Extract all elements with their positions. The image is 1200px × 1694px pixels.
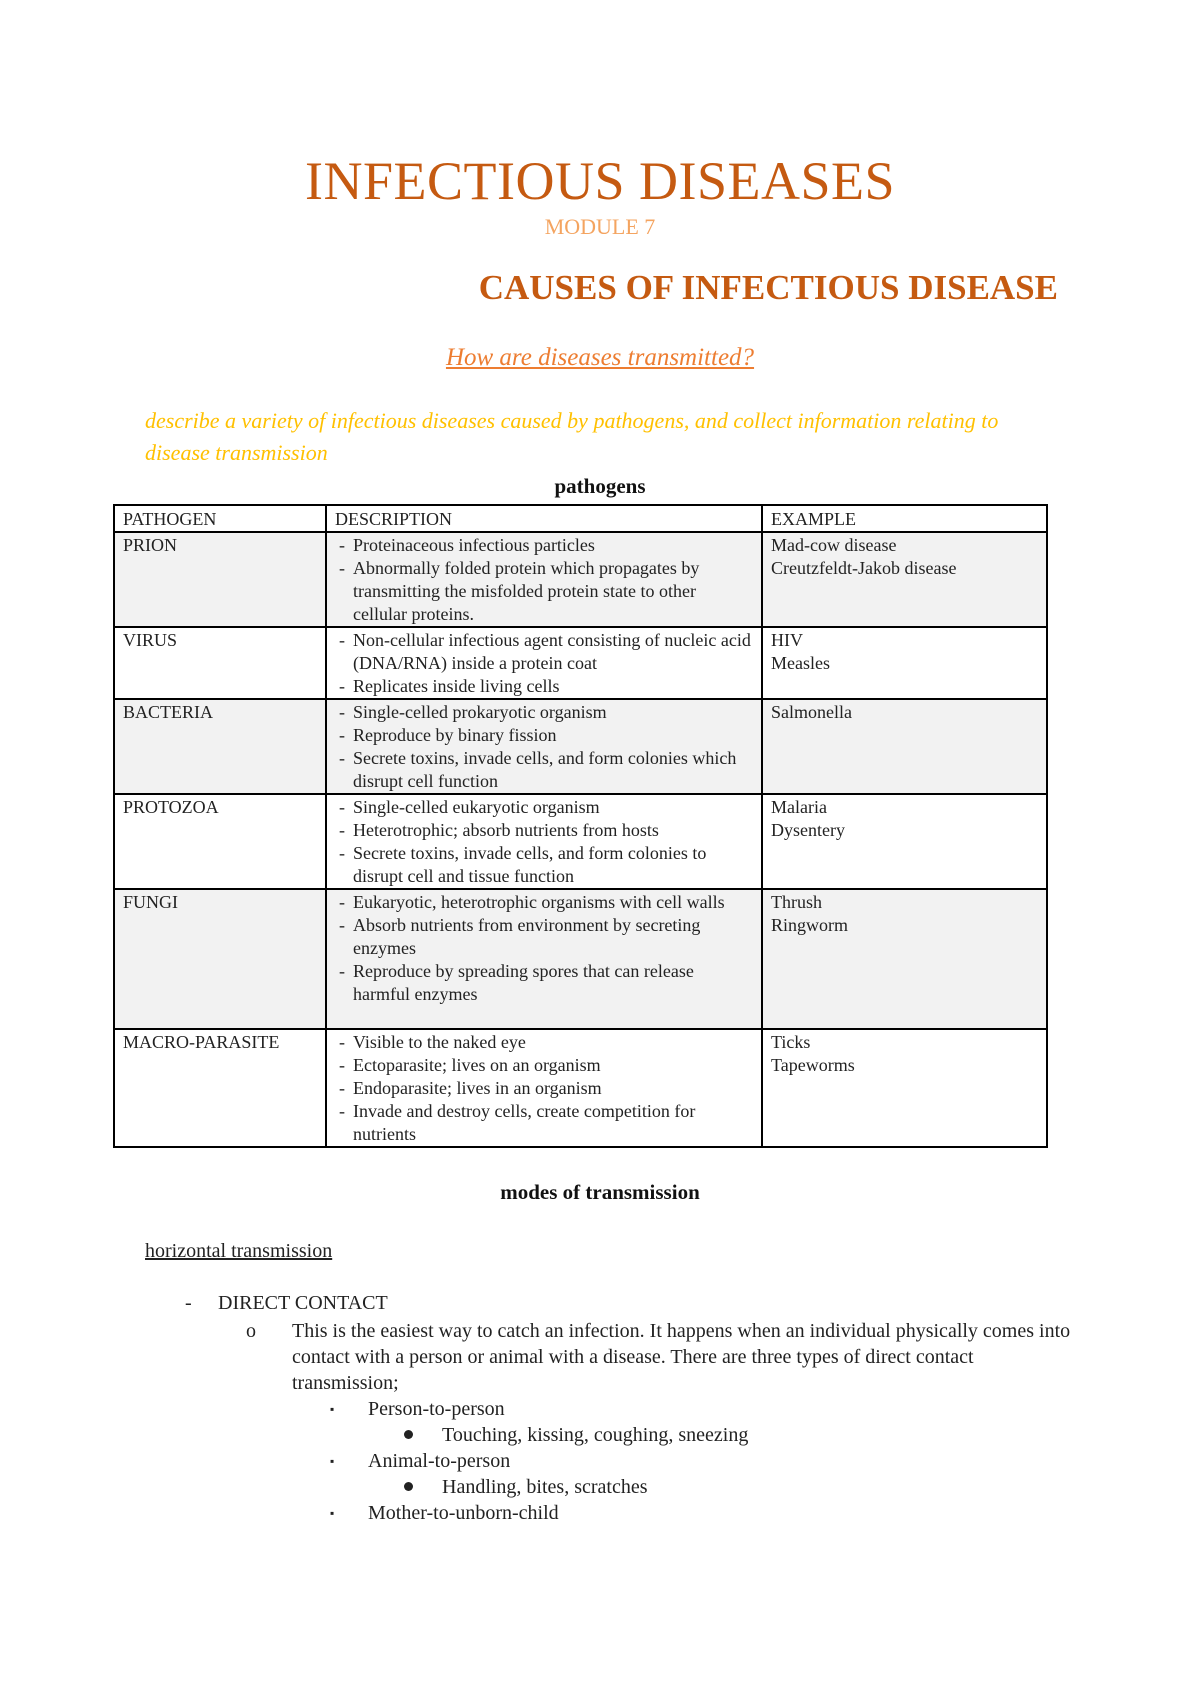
table-title: pathogens [554,474,646,498]
table-header-row [114,505,1047,532]
description-cell [326,532,762,627]
description-item: - Visible to the naked eye [335,1031,753,1054]
example-item: Creutzfeldt-Jakob disease [771,558,957,578]
description-cell [326,627,762,699]
description-item: - Invade and destroy cells, create competition for nutrients [335,1100,753,1146]
description-item: - Single-celled prokaryotic organism [335,701,753,724]
header-pathogen: PATHOGEN [114,505,326,532]
description-cell [326,889,762,1029]
example-item: Measles [771,653,830,673]
pathogen-cell: PROTOZOA [114,794,326,889]
description-cell [326,794,762,889]
table-row [114,627,1047,699]
contact-type-label: Person-to-person [368,1398,505,1420]
pathogen-cell: PRION [114,532,326,627]
description-item: - Reproduce by binary fission [335,724,753,747]
filled-circle-bullet-icon [404,1430,413,1439]
circle-bullet-icon: o [246,1320,256,1342]
contact-type-label: Mother-to-unborn-child [368,1502,559,1524]
description-item: - Absorb nutrients from environment by secreting enzymes [335,914,753,960]
example-cell [762,1029,1047,1147]
dash-bullet: - [185,1292,192,1314]
square-bullet-icon: ▪ [330,1506,335,1520]
description-item: - Single-celled eukaryotic organism [335,796,753,819]
description-item: - Eukaryotic, heterotrophic organisms with cell walls [335,891,753,914]
example-cell [762,699,1047,794]
document-title: INFECTIOUS DISEASES [304,151,896,211]
table-row [114,532,1047,627]
description-item: - Secrete toxins, invade cells, and form colonies to disrupt cell and tissue function [335,842,753,888]
horizontal-transmission-heading: horizontal transmission [145,1240,333,1262]
example-cell [762,532,1047,627]
section-heading: CAUSES OF INFECTIOUS DISEASE [478,268,1058,307]
module-label: MODULE 7 [544,214,656,239]
table-row [114,794,1047,889]
pathogen-cell: MACRO-PARASITE [114,1029,326,1147]
table-row [114,699,1047,794]
contact-type-label: Animal-to-person [368,1450,511,1472]
table-row [114,1029,1047,1147]
description-cell [326,1029,762,1147]
pathogen-cell: VIRUS [114,627,326,699]
example-cell [762,627,1047,699]
direct-contact-label: DIRECT CONTACT [218,1292,388,1314]
modes-heading: modes of transmission [500,1180,700,1204]
example-item: Dysentery [771,820,845,840]
header-description: DESCRIPTION [326,505,762,532]
description-item: - Replicates inside living cells [335,675,753,698]
description-item: - Reproduce by spreading spores that can release harmful enzymes [335,960,753,1006]
example-item: Tapeworms [771,1055,855,1075]
pathogens-table [113,504,1048,1148]
example-item: Salmonella [771,702,852,722]
description-item: - Heterotrophic; absorb nutrients from hosts [335,819,753,842]
description-cell [326,699,762,794]
example-item: Thrush [771,892,822,912]
description-item: - Ectoparasite; lives on an organism [335,1054,753,1077]
example-item: Malaria [771,797,827,817]
description-item: - Abnormally folded protein which propagates by transmitting the misfolded protein state to other cellular proteins. [335,557,753,626]
description-item: - Proteinaceous infectious particles [335,534,753,557]
learning-outcome: describe a variety of infectious diseases caused by pathogens, and collect information relating to disease transmission [145,408,999,465]
example-item: Ringworm [771,915,849,935]
square-bullet-icon: ▪ [330,1402,335,1416]
example-item: Ticks [771,1032,811,1052]
pathogen-cell: FUNGI [114,889,326,1029]
pathogen-cell: BACTERIA [114,699,326,794]
example-item: HIV [771,630,803,650]
contact-detail-text: Touching, kissing, coughing, sneezing [442,1424,749,1446]
example-item: Mad-cow disease [771,535,897,555]
description-item: - Endoparasite; lives in an organism [335,1077,753,1100]
contact-detail-text: Handling, bites, scratches [442,1476,648,1498]
example-cell [762,794,1047,889]
square-bullet-icon: ▪ [330,1454,335,1468]
table-row [114,889,1047,1029]
description-item: - Secrete toxins, invade cells, and form colonies which disrupt cell function [335,747,753,793]
description-item: - Non-cellular infectious agent consisting of nucleic acid (DNA/RNA) inside a protein coat [335,629,753,675]
example-cell [762,889,1047,1029]
header-example: EXAMPLE [762,505,1047,532]
paragraph-text: This is the easiest way to catch an infection. It happens when an individual physically comes into contact with a person or animal with a disease. There are three types of direct contact transmission; [292,1320,1071,1394]
focus-question: How are diseases transmitted? [445,344,755,371]
filled-circle-bullet-icon [404,1482,413,1491]
